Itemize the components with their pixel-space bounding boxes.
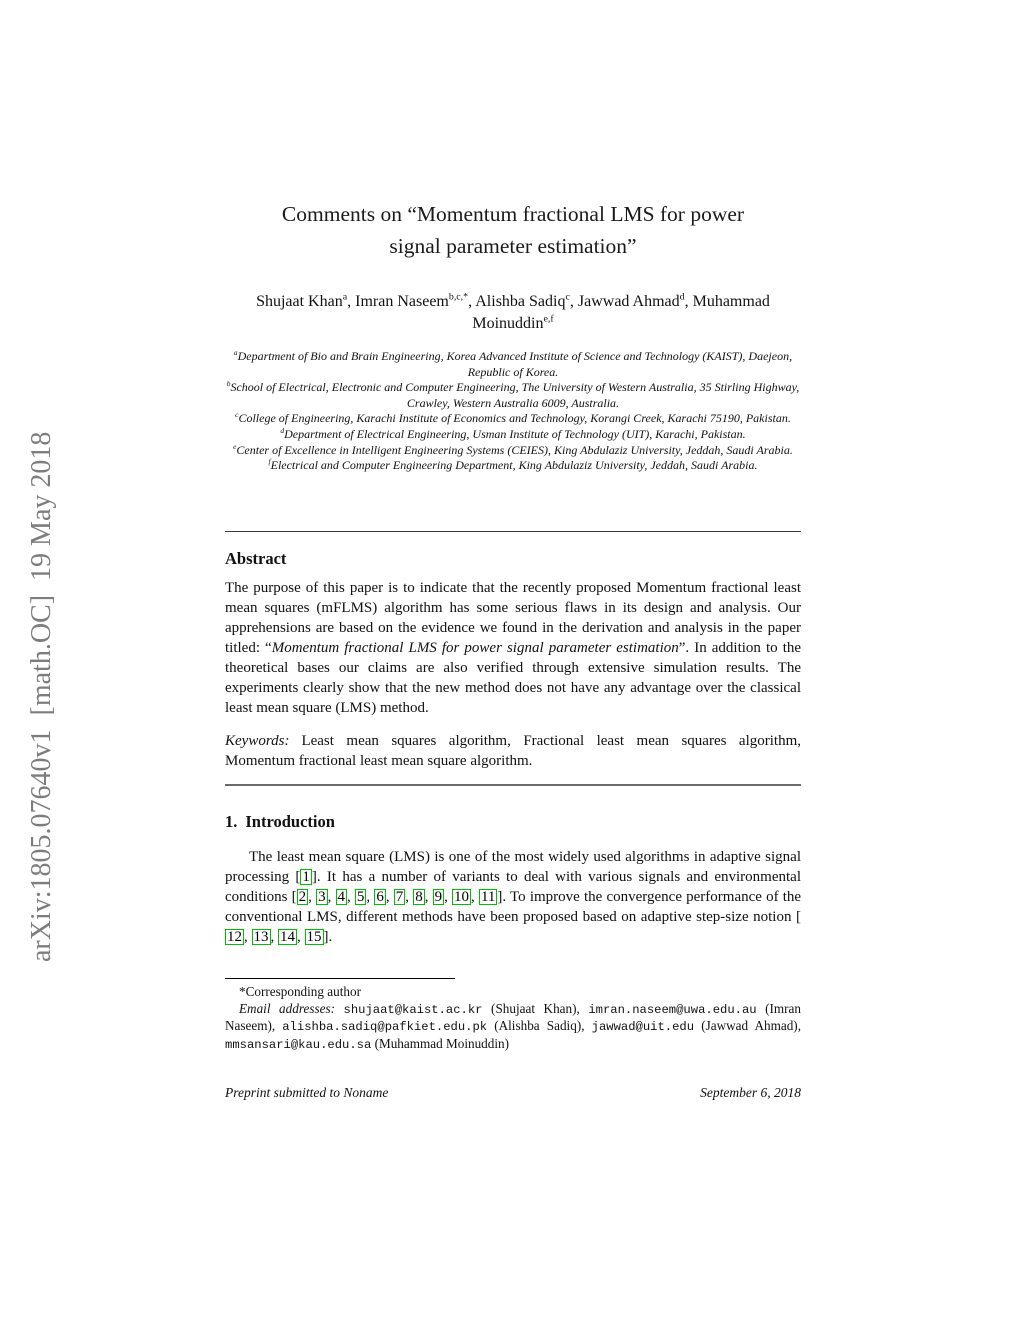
affiliation-marker: e <box>233 441 237 451</box>
arxiv-identifier-label: arXiv:1805.07640v1 [math.OC] 19 May 2018 <box>26 431 57 962</box>
email-address: mmsansari@kau.edu.sa <box>225 1038 372 1053</box>
abstract-text <box>225 578 801 718</box>
abstract-top-rule <box>225 531 801 533</box>
affiliation-marker: c <box>235 410 239 420</box>
citation-link[interactable]: 10 <box>454 889 470 906</box>
email-address: shujaat@kaist.ac.kr <box>343 1002 483 1017</box>
author-affiliation-marker: c <box>565 291 570 303</box>
section-heading-introduction <box>225 812 801 832</box>
author-list: Shujaat Khan$^a$, Imran Naseem$^{b,c,*}$, Alishba Sadiq$^c$, Jawwad Ahmad$^d$, Muhammad Moinuddin$^{e,f}$ <box>256 291 770 332</box>
affiliation-marker: d <box>280 425 285 435</box>
citation-link[interactable]: 5 <box>356 889 365 906</box>
preprint-note: Preprint submitted to Noname <box>225 1084 389 1100</box>
author-affiliation-marker: a <box>342 291 348 303</box>
email-addresses-line <box>225 1001 801 1054</box>
paper-title <box>225 198 801 262</box>
citation-link[interactable]: 14 <box>280 929 295 946</box>
author-affiliation-marker: d <box>679 291 685 303</box>
email-address: alishba.sadiq@pafkiet.edu.pk <box>282 1020 488 1035</box>
paper-content-column <box>225 0 801 1101</box>
affiliation-item: $^a$Department of Bio and Brain Engineering, Korea Advanced Institute of Science and Technology (KAIST), Daejeon, Republic of Korea. <box>233 348 793 379</box>
citation-link[interactable]: 1 <box>302 869 310 886</box>
footnote-block <box>225 984 801 1053</box>
affiliation-marker: f <box>268 457 271 467</box>
abstract-bottom-rule <box>225 784 801 786</box>
author-affiliation-marker: b,c,* <box>448 291 469 303</box>
keywords-label: Keywords: <box>225 733 290 750</box>
keywords-text: Least mean squares algorithm, Fractional least mean squares algorithm, Momentum fractional least mean square algorithm. <box>225 733 801 770</box>
affiliation-marker: b <box>226 379 231 389</box>
footnote-text: Email addresses: <box>239 1000 344 1016</box>
citation-link[interactable]: 3 <box>318 889 326 906</box>
abstract-heading: Abstract <box>225 549 287 569</box>
affiliation-item: $^e$Center of Excellence in Intelligent Engineering Systems (CEIES), King Abdulaziz University, Jeddah, Saudi Arabia. <box>233 441 793 457</box>
affiliation-item: $^c$College of Engineering, Karachi Institute of Economics and Technology, Korangi Creek, Karachi 75190, Pakistan. <box>235 410 791 426</box>
abstract-italic-title: Momentum fractional LMS for power signal parameter estimation <box>271 640 679 657</box>
affiliation-item: $^f$Electrical and Computer Engineering Department, King Abdulaziz University, Jeddah, Saudi Arabia. <box>268 457 758 473</box>
footer-date: September 6, 2018 <box>700 1084 801 1100</box>
affiliation-list <box>225 349 801 474</box>
citation-link[interactable]: 12 <box>227 929 242 946</box>
footnote-rule <box>225 978 455 979</box>
citation-link[interactable]: 9 <box>434 889 443 906</box>
author-affiliation-marker: e,f <box>543 313 554 325</box>
citation-link[interactable]: 4 <box>337 889 345 906</box>
abstract-part2: ”. In addition to the theoretical bases our claims are also verified through extensive simulation results. The experiments clearly show that the new method does not have any advantage over the classical least mean square (LMS) method. <box>225 640 802 717</box>
author-name: Jawwad Ahmad$^d$ <box>577 291 685 310</box>
title-line: Comments on “Momentum fractional LMS for power <box>281 202 745 226</box>
footnote-text: (Shujaat Khan), <box>482 1000 589 1016</box>
abstract-part1: The purpose of this paper is to indicate that the recently proposed Momentum fractional least mean squares (mFLMS) algorithm has some serious flaws in its design and analysis. Our apprehensions are based on the evidence we found in the derivation and analysis in the paper titled: “ <box>225 580 801 657</box>
footnote-text: (Jawwad Ahmad), <box>694 1018 801 1034</box>
corresponding-author-note: *Corresponding author <box>239 984 361 1000</box>
citation-link[interactable]: 6 <box>376 889 384 906</box>
citation-link[interactable]: 13 <box>253 929 269 946</box>
affiliation-item: $^b$School of Electrical, Electronic and Computer Engineering, The University of Western Australia, 35 Stirling Highway, Crawley, Western Australia 6009, Australia. <box>226 379 800 410</box>
citation-link[interactable]: 15 <box>306 929 322 946</box>
page-footer <box>225 1085 801 1101</box>
title-line: signal parameter estimation” <box>389 234 637 258</box>
footnote-text: (Muhammad Moinuddin) <box>371 1036 510 1052</box>
email-address: imran.naseem@uwa.edu.au <box>588 1002 757 1017</box>
affiliation-marker: a <box>233 348 238 357</box>
citation-link[interactable]: 11 <box>480 889 496 906</box>
section-title: Introduction <box>245 812 335 832</box>
author-name: Alishba Sadiq$^c$ <box>475 291 570 310</box>
section-number: 1. <box>225 812 238 832</box>
affiliation-item: $^d$Department of Electrical Engineering, Usman Institute of Technology (UIT), Karachi, Pakistan. <box>280 425 746 441</box>
introduction-paragraph: The least mean square (LMS) is one of the most widely used algorithms in adaptive signal processing [ 1 ]. It has a number of variants to deal with various signals and environmental conditions [ 2 , 3 , 4 , 5 , 6 , 7 , 8 , 9 , 10 , 11 ]. To improve the convergence performance of the conventional LMS, different methods have been proposed based on adaptive step-size notion [12 , 13 , 14 , 15 ]. <box>225 849 802 946</box>
citation-link[interactable]: 7 <box>395 889 404 906</box>
footnote-text: (Imran Naseem), <box>225 1000 802 1034</box>
footnote-text: (Alishba Sadiq), <box>487 1018 592 1034</box>
citation-link[interactable]: 8 <box>415 889 423 906</box>
author-name: Muhammad Moinuddin$^{e,f}$ <box>472 293 770 332</box>
author-name: Shujaat Khan$^a$ <box>256 291 348 310</box>
author-name: Imran Naseem$^{b,c,*}$ <box>355 291 469 310</box>
keywords-block <box>225 731 801 771</box>
citation-link[interactable]: 2 <box>298 889 307 906</box>
arxiv-watermark-strip <box>0 0 80 1325</box>
email-address: jawwad@uit.edu <box>591 1020 695 1035</box>
